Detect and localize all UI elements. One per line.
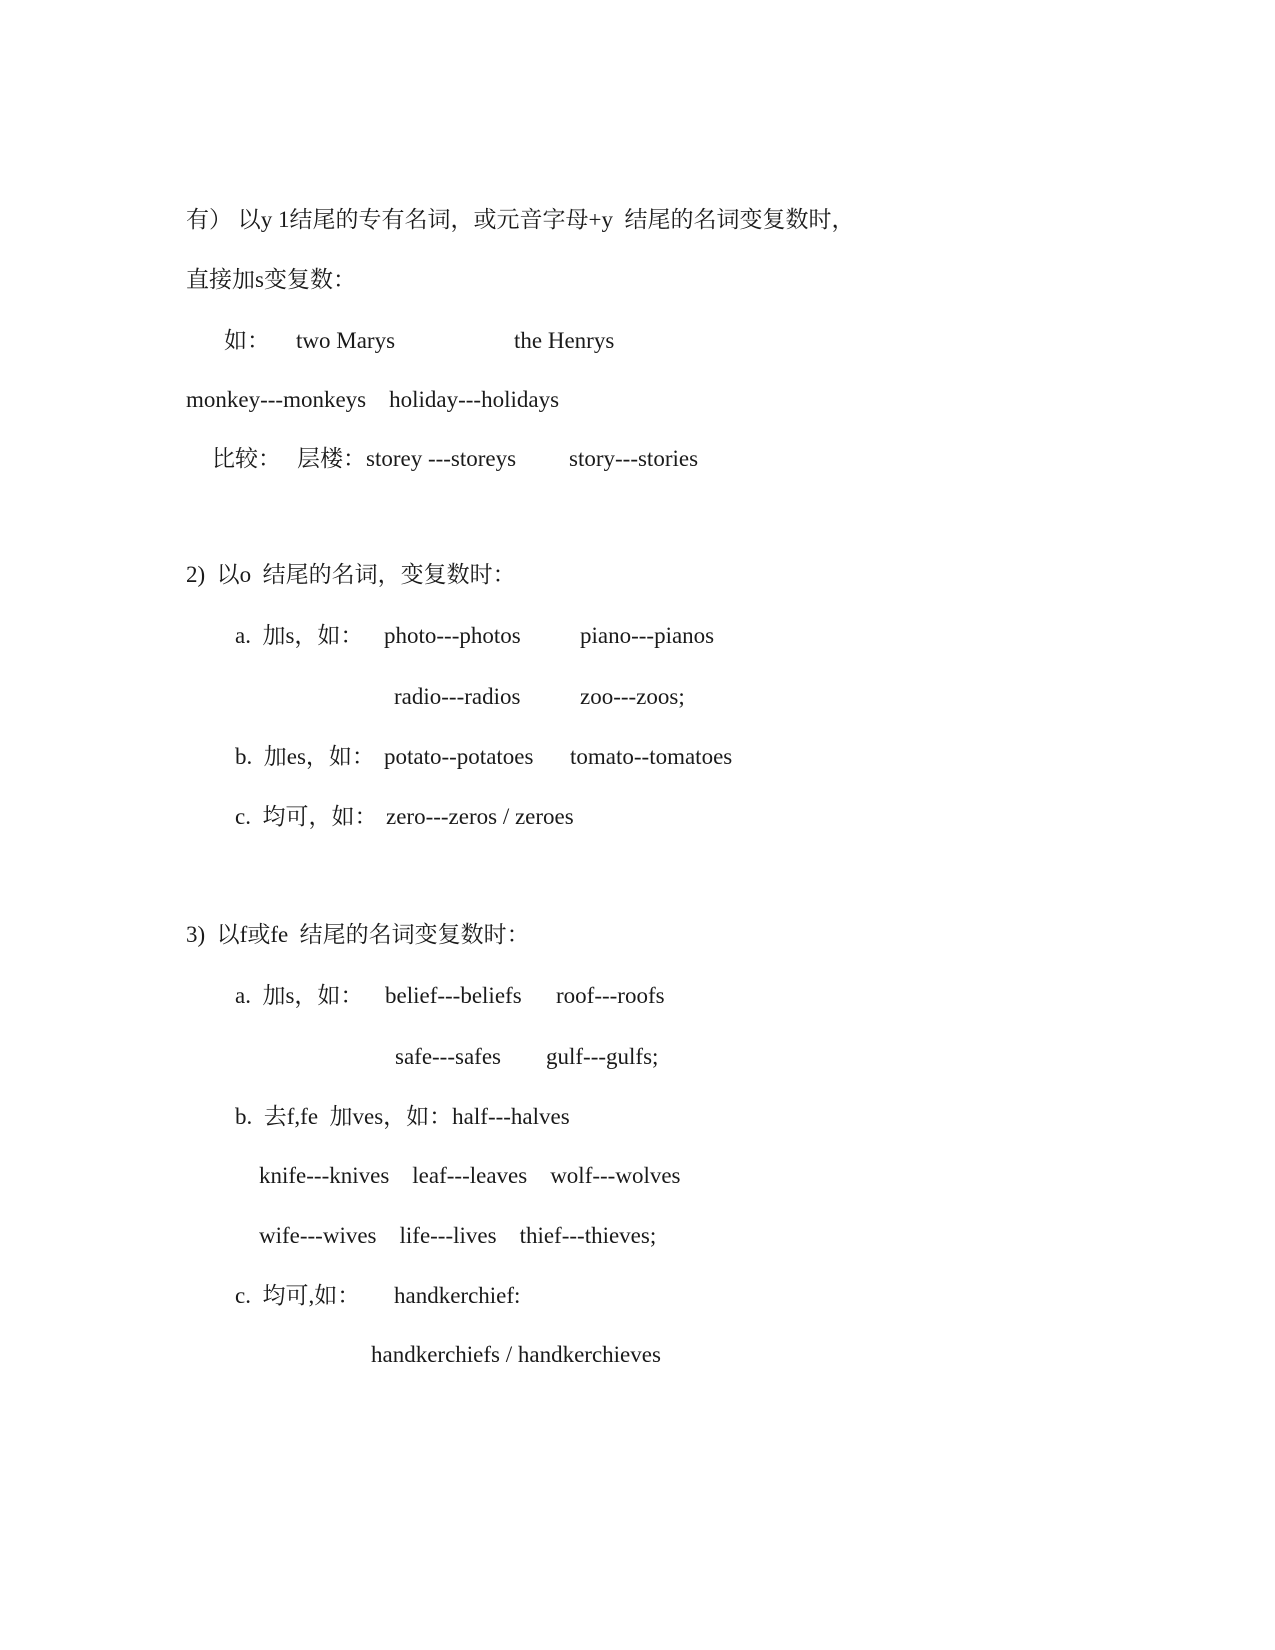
section2-a-ex1: photo---photos [384,623,521,648]
section2-c-label: c. 均可，如： [235,804,378,829]
section2-a-ex3: radio---radios [394,684,521,709]
section1-examples-label: 如： [224,328,270,353]
section1-line2: 直接加s变复数： [186,267,356,292]
section1-compare-a: 层楼：storey ---storeys [297,446,517,471]
section3-b-row2: wife---wives life---lives thief---thieves; [259,1223,657,1248]
section1-examples-line2: monkey---monkeys holiday---holidays [186,387,560,412]
section2-c-ex1: zero---zeros / zeroes [386,804,574,829]
section3-c-ex1: handkerchief: [394,1283,521,1308]
section2-a-ex4: zoo---zoos; [580,684,685,709]
section1-compare-b: story---stories [569,446,699,471]
section2-a-ex2: piano---pianos [580,623,715,648]
section3-a-ex1: belief---beliefs [385,983,522,1008]
section3-b-label: b. 去f,fe 加ves，如：half---halves [235,1104,570,1129]
section3-a-ex2: roof---roofs [556,983,665,1008]
section3-heading: 3) 以f或fe 结尾的名词变复数时： [186,922,530,947]
section3-a-label: a. 加s，如： [235,983,364,1008]
section2-b-ex2: tomato--tomatoes [570,744,733,769]
section2-heading: 2) 以o 结尾的名词，变复数时： [186,562,516,587]
section1-example-b: the Henrys [514,328,615,353]
section1-compare-label: 比较： [212,446,281,471]
section1-line1: 有） 以y 1结尾的专有名词，或元音字母+y 结尾的名词变复数时， [186,207,855,232]
section2-a-label: a. 加s，如： [235,623,364,648]
section3-c-label: c. 均可,如： [235,1283,361,1308]
section1-example-a: two Marys [296,328,396,353]
section3-b-row1: knife---knives leaf---leaves wolf---wolves [259,1163,681,1188]
section3-a-ex3: safe---safes [395,1044,501,1069]
section3-c-ex2: handkerchiefs / handkerchieves [371,1342,661,1367]
section3-a-ex4: gulf---gulfs; [546,1044,659,1069]
section2-b-ex1: potato--potatoes [384,744,534,769]
section2-b-label: b. 加es，如： [235,744,375,769]
